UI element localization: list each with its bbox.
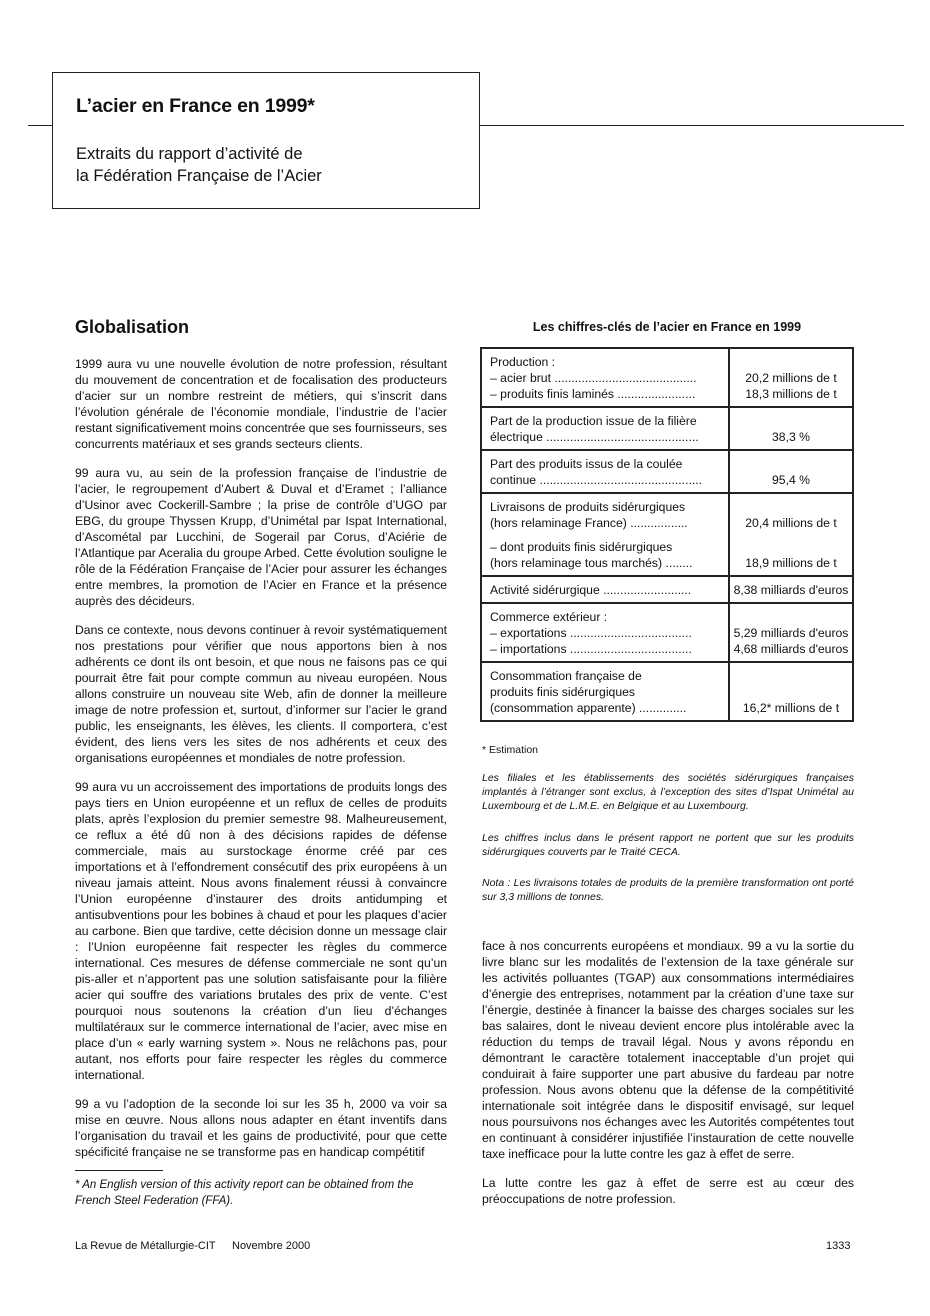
italic-note-2: Les chiffres inclus dans le présent rapport ne portent que sur les produits sidérurgiques couverts par le Traité CECA. [482, 832, 854, 858]
row-label: (hors relaminage tous marchés) ........ [490, 556, 693, 570]
footnote: * An English version of this activity report can be obtained from the French Steel Federation (FFA). [75, 1179, 414, 1207]
value: 4,68 milliards d'euros [733, 642, 849, 656]
table-cell-value [729, 450, 853, 493]
table-cell-value [729, 348, 853, 407]
paragraph: 1999 aura vu une nouvelle évolution de notre profession, résultant du mouvement de concentration et de focalisation des producteurs d’acier sur un nombre restreint de métiers, qui s’inscrit dans l’évolution générale de l’économie mondiale, l’industrie de l’acier restant significativement moins concentrée que ses fournisseurs, ses concurrents matériaux et ses grands secteurs clients. [75, 357, 447, 451]
table-cell-value [729, 603, 853, 662]
row-heading: Production : [490, 355, 556, 369]
left-column [75, 356, 447, 1173]
row-label: (consommation apparente) .............. [490, 701, 687, 715]
table-cell-value [729, 493, 853, 576]
spacer [490, 531, 722, 539]
value: 95,4 % [772, 473, 810, 487]
paragraph: face à nos concurrents européens et mondiaux. 99 a vu la sortie du livre blanc sur les modalités de l’extension de la taxe générale sur les activités polluantes (TGAP) aux consommations intermédiaires d’énergie des entreprises, notamment par la création d’une taxe sur l’énergie, destinée à financer la baisse des charges sociales sur les bas salaires, dont le niveau devient encore plus intolérable avec la réduction du temps de travail légal. Nous y avons répondu en démontrant le caractère totalement inacceptable d’un projet qui conduirait à faire supporter une part abusive du fardeau par notre profession. Nous avons obtenu que la défense de la compétitivité internationale soit intégrée dans le dispositif envisagé, sur lequel nous poursuivons nos échanges avec les Autorités compétentes tout en continuant à considérer injustifiée l’instauration de cette nouvelle taxe inefficace pour la lutte contre les gaz à effet de serre. [482, 939, 854, 1161]
table-cell-value [729, 662, 853, 721]
row-label: – importations .................................... [490, 642, 692, 656]
value: 20,4 millions de t [745, 516, 837, 530]
row-label: – dont produits finis sidérurgiques [490, 540, 673, 554]
footer-date: Novembre 2000 [232, 1240, 311, 1252]
row-label: produits finis sidérurgiques [490, 685, 635, 699]
subtitle-line-1: Extraits du rapport d’activité de [76, 145, 303, 163]
value: 18,9 millions de t [745, 556, 837, 570]
table-row [481, 348, 853, 407]
page-number: 1333 [826, 1240, 851, 1252]
footnote-rule [75, 1170, 163, 1171]
article-title: L’acier en France en 1999* [76, 95, 315, 117]
title-box [52, 72, 480, 209]
row-label: Consommation française de [490, 669, 642, 683]
row-label: Part de la production issue de la filière [490, 414, 697, 428]
right-column [482, 938, 854, 1220]
article-subtitle [76, 143, 322, 187]
table-title: Les chiffres-clés de l’acier en France en 1999 [532, 320, 802, 334]
table-row [481, 576, 853, 603]
table-cell-label [481, 450, 729, 493]
table-cell-label [481, 348, 729, 407]
paragraph: 99 aura vu un accroissement des importations de produits longs des pays tiers en Union européenne et un reflux de celles de produits plats, après l’explosion du premier semestre 98. Malheureusement, ce reflux a été dû non à des décisions rapides de défense commerciale, mais au surstockage énorme créé par ces importations et à l’effondrement consécutif des prix européens à un niveau jamais atteint. Nous avons finalement réussi à convaincre l’Union européenne d’instaurer des droits antidumping et antisubventions pour les bobines à chaud et pour les plaques d’acier au carbone. Bien que tardive, cette décision donne un message clair : l’Union européenne fait respecter les règles du commerce international. Ces mesures de défense commerciale ne sont qu’un pis-aller et n’apportent pas une solution satisfaisante pour la filière acier qui souffre des variations brutales des prix de vente. C’est pourquoi nous soutenons la création d’un lieu d’échanges multilatéraux sur le commerce international de l’acier, avec mise en place d’un « early warning system ». Nous ne relâchons pas, pour autant, nos efforts pour faire respecter les règles du commerce international. [75, 780, 447, 1082]
subtitle-line-2: la Fédération Française de l’Acier [76, 167, 322, 185]
header-rule-right [480, 125, 904, 126]
table-cell-value [729, 576, 853, 603]
paragraph: Dans ce contexte, nous devons continuer à revoir systématiquement nos prestations pour vérifier que nous apportons bien à nos adhérents ce dont ils ont besoin, et que nous ne faisons pas ce qui pourrait être fait pour compte commun au niveau européen. Nous allons construire un nouveau site Web, afin de donner la meilleure image de notre profession et, surtout, d’informer sur l’acier le grand public, les enseignants, les élèves, les clients. Il comportera, c’est évident, des liens vers les sites de nos adhérents et ceux des organisations européennes et mondiales de notre profession. [75, 623, 447, 765]
row-label: électrique ............................................. [490, 430, 699, 444]
table-cell-label [481, 576, 729, 603]
table-row [481, 662, 853, 721]
table-cell-value [729, 407, 853, 450]
row-label: (hors relaminage France) ................. [490, 516, 688, 530]
row-label: – exportations .................................... [490, 626, 692, 640]
italic-note-1: Les filiales et les établissements des sociétés sidérurgiques françaises implantés à l’étranger sont exclus, à l’exception des sites d’Ispat Unimétal au Luxembourg et de L.M.E. en Belgique et au Luxembourg. [482, 772, 854, 812]
table-cell-label [481, 493, 729, 576]
value: 18,3 millions de t [745, 387, 837, 401]
value: 5,29 milliards d'euros [733, 626, 849, 640]
row-label: Livraisons de produits sidérurgiques [490, 500, 686, 514]
table-row [481, 407, 853, 450]
table-cell-label [481, 662, 729, 721]
table-cell-label [481, 407, 729, 450]
table-row [481, 603, 853, 662]
row-heading: Commerce extérieur : [490, 610, 608, 624]
paragraph: 99 a vu l’adoption de la seconde loi sur les 35 h, 2000 va voir sa mise en œuvre. Nous allons nous adapter en étant inventifs dans l’organisation du travail et les gains de productivité, pour que cette spécificité française ne se transforme pas en handicap compétitif [75, 1097, 447, 1159]
spacer [732, 531, 850, 555]
italic-note-3: Nota : Les livraisons totales de produits de la première transformation ont porté sur 3,3 millions de tonnes. [482, 877, 854, 903]
row-label: – produits finis laminés ....................... [490, 387, 696, 401]
footer-journal: La Revue de Métallurgie-CIT [75, 1240, 216, 1252]
paragraph: La lutte contre les gaz à effet de serre est au cœur des préoccupations de notre profession. [482, 1176, 854, 1206]
value: 20,2 millions de t [745, 371, 837, 385]
row-label: – acier brut .......................................... [490, 371, 697, 385]
section-heading: Globalisation [75, 317, 190, 337]
row-label: Part des produits issus de la coulée [490, 457, 683, 471]
value: 38,3 % [772, 430, 810, 444]
row-label: continue ................................................ [490, 473, 702, 487]
key-figures-table [480, 347, 854, 722]
value: 8,38 milliards d'euros [733, 583, 849, 597]
header-rule-left [28, 125, 52, 126]
table-cell-label [481, 603, 729, 662]
table-row [481, 493, 853, 576]
estimation-note: * Estimation [482, 744, 539, 756]
row-label: Activité sidérurgique .......................... [490, 583, 692, 597]
paragraph: 99 aura vu, au sein de la profession française de l’industrie de l’acier, le regroupement d’Aubert & Duval et d’Eramet ; l’alliance d’Usinor avec Cockerill-Sambre ; la prise de contrôle d’UGO par EBG, du groupe Thyssen Krupp, d’Unimétal par Ispat International, d’Ascométal par Lucchini, de Sogerail par Corus, d’Aciérie de l’Atlantique par Aceralia du groupe Arbed. Cette évolution souligne le rôle de la Fédération Française de l’Acier pour assurer les échanges entre membres, la promotion de l’Acier en France et la présence auprès des décideurs. [75, 466, 447, 608]
value: 16,2* millions de t [742, 701, 840, 715]
table-row [481, 450, 853, 493]
